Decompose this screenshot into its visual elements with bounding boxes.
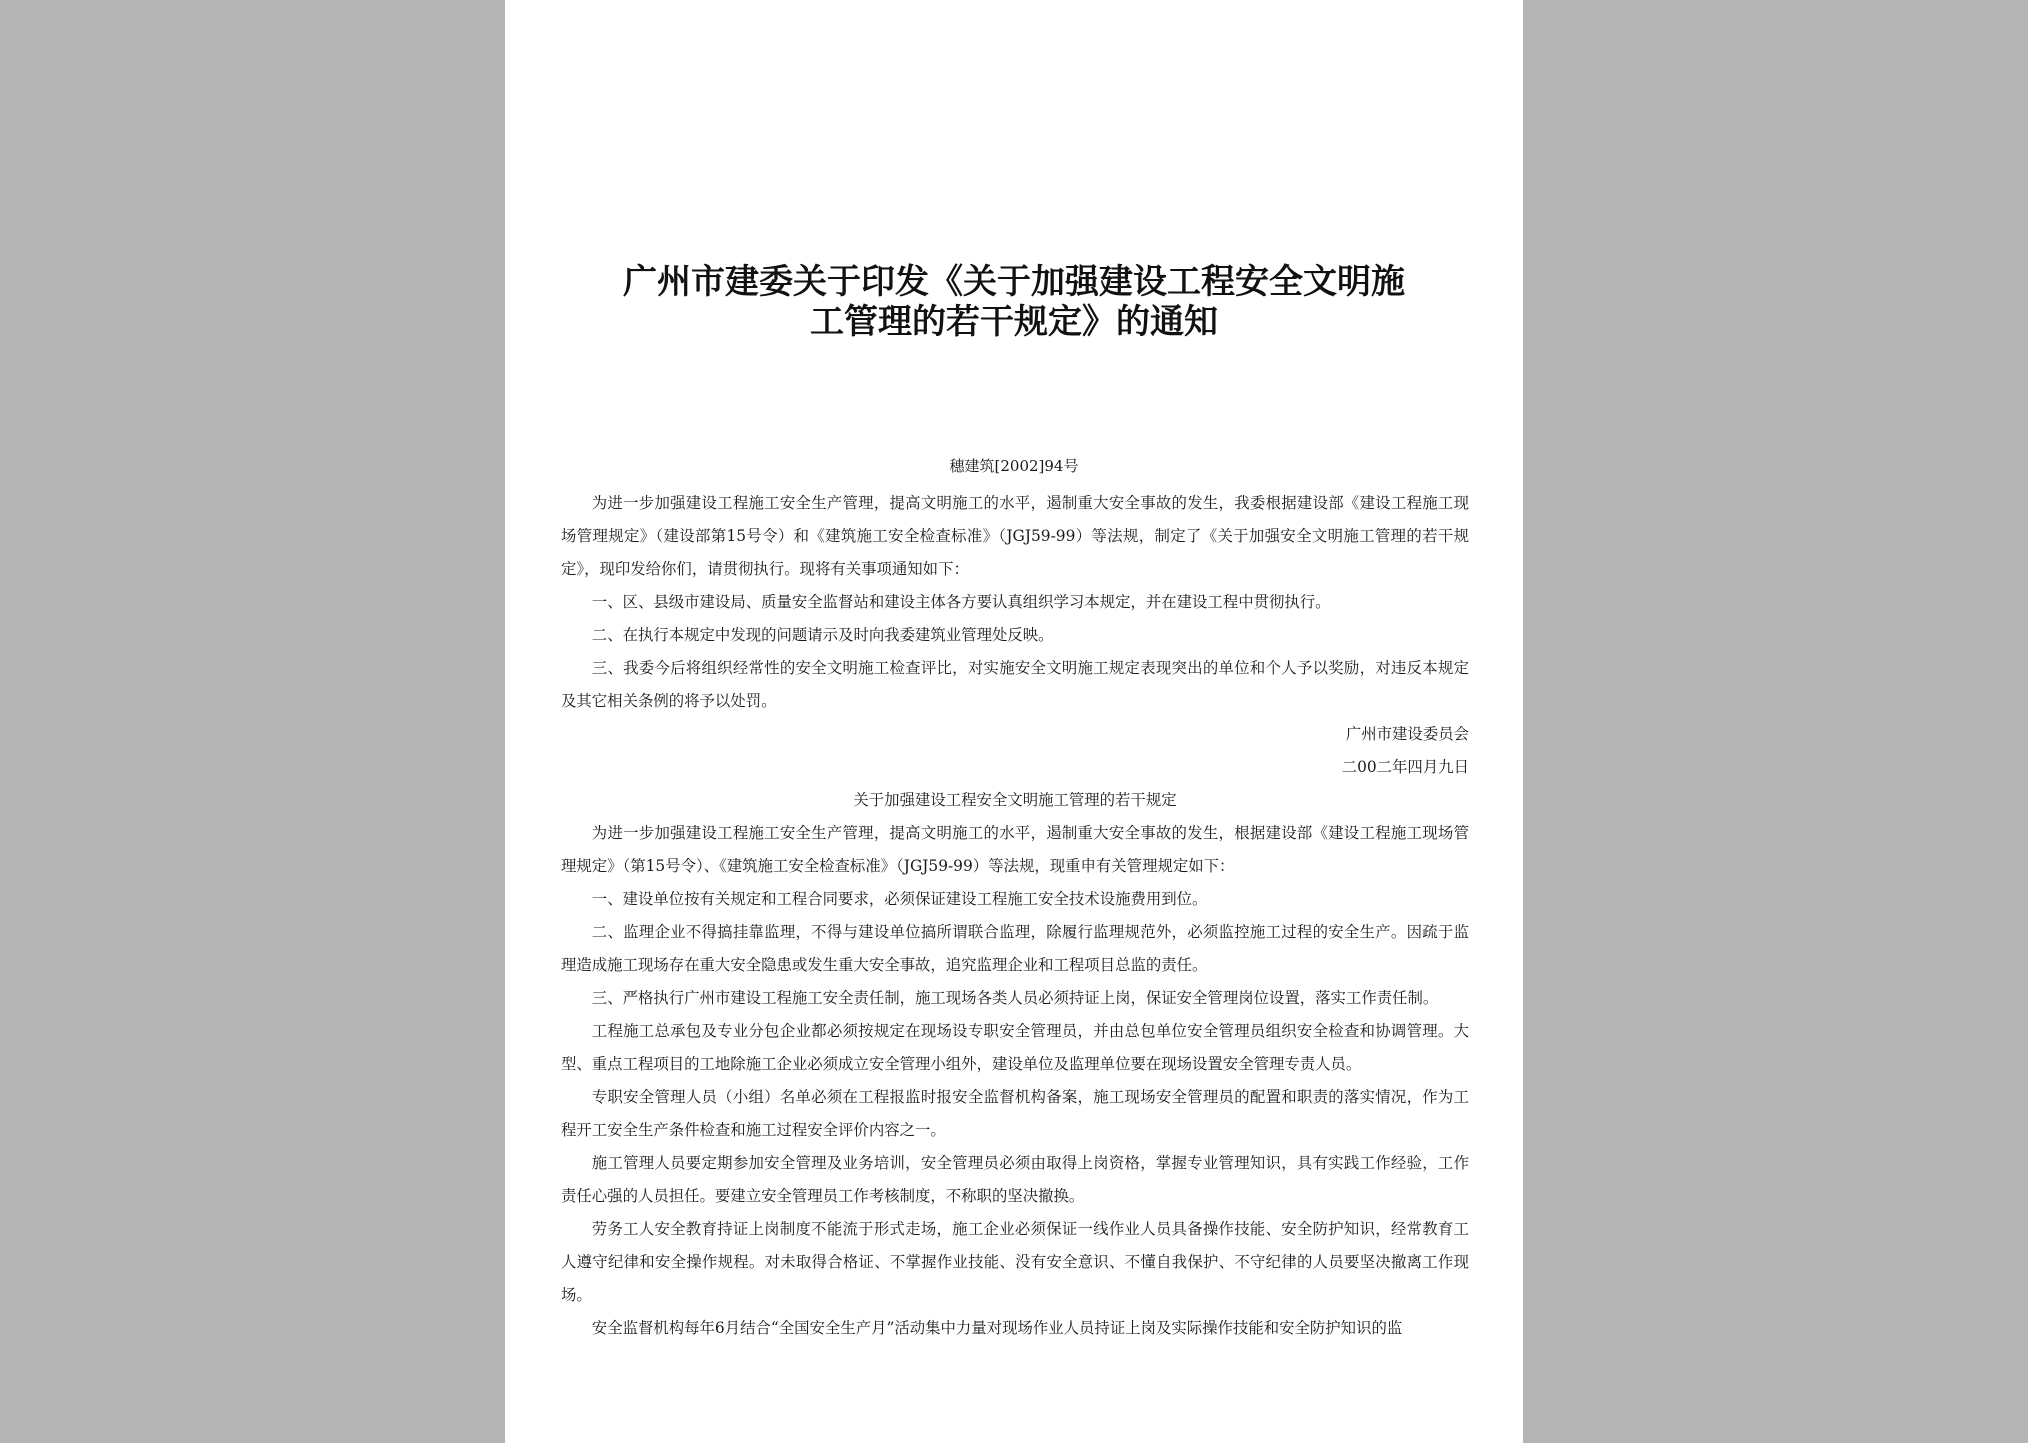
regulation-paragraph-1: 工程施工总承包及专业分包企业都必须按规定在现场设专职安全管理员，并由总包单位安全管理员组织安全检查和协调管理。大型、重点工程项目的工地除施工企业必须成立安全管理小组外，建设单位及监理单位要在现场设置安全管理专责人员。 xyxy=(561,1022,1469,1073)
title-line-1: 广州市建委关于印发《关于加强建设工程安全文明施 xyxy=(623,262,1405,302)
notice-item-1: 一、区、县级市建设局、质量安全监督站和建设主体各方要认真组织学习本规定，并在建设工程中贯彻执行。 xyxy=(591,593,1331,611)
notice-item-2: 二、在执行本规定中发现的问题请示及时向我委建筑业管理处反映。 xyxy=(591,626,1054,644)
document-title xyxy=(505,262,1523,342)
issuer: 广州市建设委员会 xyxy=(1345,725,1469,743)
regulation-intro: 为进一步加强建设工程施工安全生产管理，提高文明施工的水平，遏制重大安全事故的发生，根据建设部《建设工程施工现场管理规定》（第15号令）、《建筑施工安全检查标准》（JGJ59-99）等法规，现重申有关管理规定如下： xyxy=(561,824,1469,875)
regulation-item-3: 三、严格执行广州市建设工程施工安全责任制，施工现场各类人员必须持证上岗，保证安全管理岗位设置，落实工作责任制。 xyxy=(591,989,1439,1007)
notice-intro: 为进一步加强建设工程施工安全生产管理，提高文明施工的水平，遏制重大安全事故的发生，我委根据建设部《建设工程施工现场管理规定》（建设部第15号令）和《建筑施工安全检查标准》（JGJ59-99）等法规，制定了《关于加强安全文明施工管理的若干规定》，现印发给你们，请贯彻执行。现将有关事项通知如下： xyxy=(561,494,1469,578)
regulation-paragraph-3: 施工管理人员要定期参加安全管理及业务培训，安全管理员必须由取得上岗资格，掌握专业管理知识，具有实践工作经验，工作责任心强的人员担任。要建立安全管理员工作考核制度，不称职的坚决撤换。 xyxy=(561,1154,1469,1205)
notice-item-3: 三、我委今后将组织经常性的安全文明施工检查评比，对实施安全文明施工规定表现突出的单位和个人予以奖励，对违反本规定及其它相关条例的将予以处罚。 xyxy=(561,659,1469,710)
issue-date: 二00二年四月九日 xyxy=(1341,758,1469,776)
regulation-title: 关于加强建设工程安全文明施工管理的若干规定 xyxy=(853,791,1177,809)
regulation-paragraph-5: 安全监督机构每年6月结合“全国安全生产月”活动集中力量对现场作业人员持证上岗及实际操作技能和安全防护知识的监 xyxy=(591,1319,1403,1337)
document-page xyxy=(505,0,1523,1443)
document-number: 穗建筑[2002]94号 xyxy=(949,457,1079,475)
regulation-item-2: 二、监理企业不得搞挂靠监理，不得与建设单位搞所谓联合监理，除履行监理规范外，必须监控施工过程的安全生产。因疏于监理造成施工现场存在重大安全隐患或发生重大安全事故，追究监理企业和工程项目总监的责任。 xyxy=(561,923,1469,974)
regulation-item-1: 一、建设单位按有关规定和工程合同要求，必须保证建设工程施工安全技术设施费用到位。 xyxy=(591,890,1208,908)
regulation-paragraph-2: 专职安全管理人员（小组）名单必须在工程报监时报安全监督机构备案，施工现场安全管理员的配置和职责的落实情况，作为工程开工安全生产条件检查和施工过程安全评价内容之一。 xyxy=(561,1088,1469,1139)
title-line-2: 工管理的若干规定》的通知 xyxy=(810,302,1218,342)
document-body xyxy=(561,487,1469,1345)
regulation-paragraph-4: 劳务工人安全教育持证上岗制度不能流于形式走场，施工企业必须保证一线作业人员具备操作技能、安全防护知识，经常教育工人遵守纪律和安全操作规程。对未取得合格证、不掌握作业技能、没有安全意识、不懂自我保护、不守纪律的人员要坚决撤离工作现场。 xyxy=(561,1220,1469,1304)
